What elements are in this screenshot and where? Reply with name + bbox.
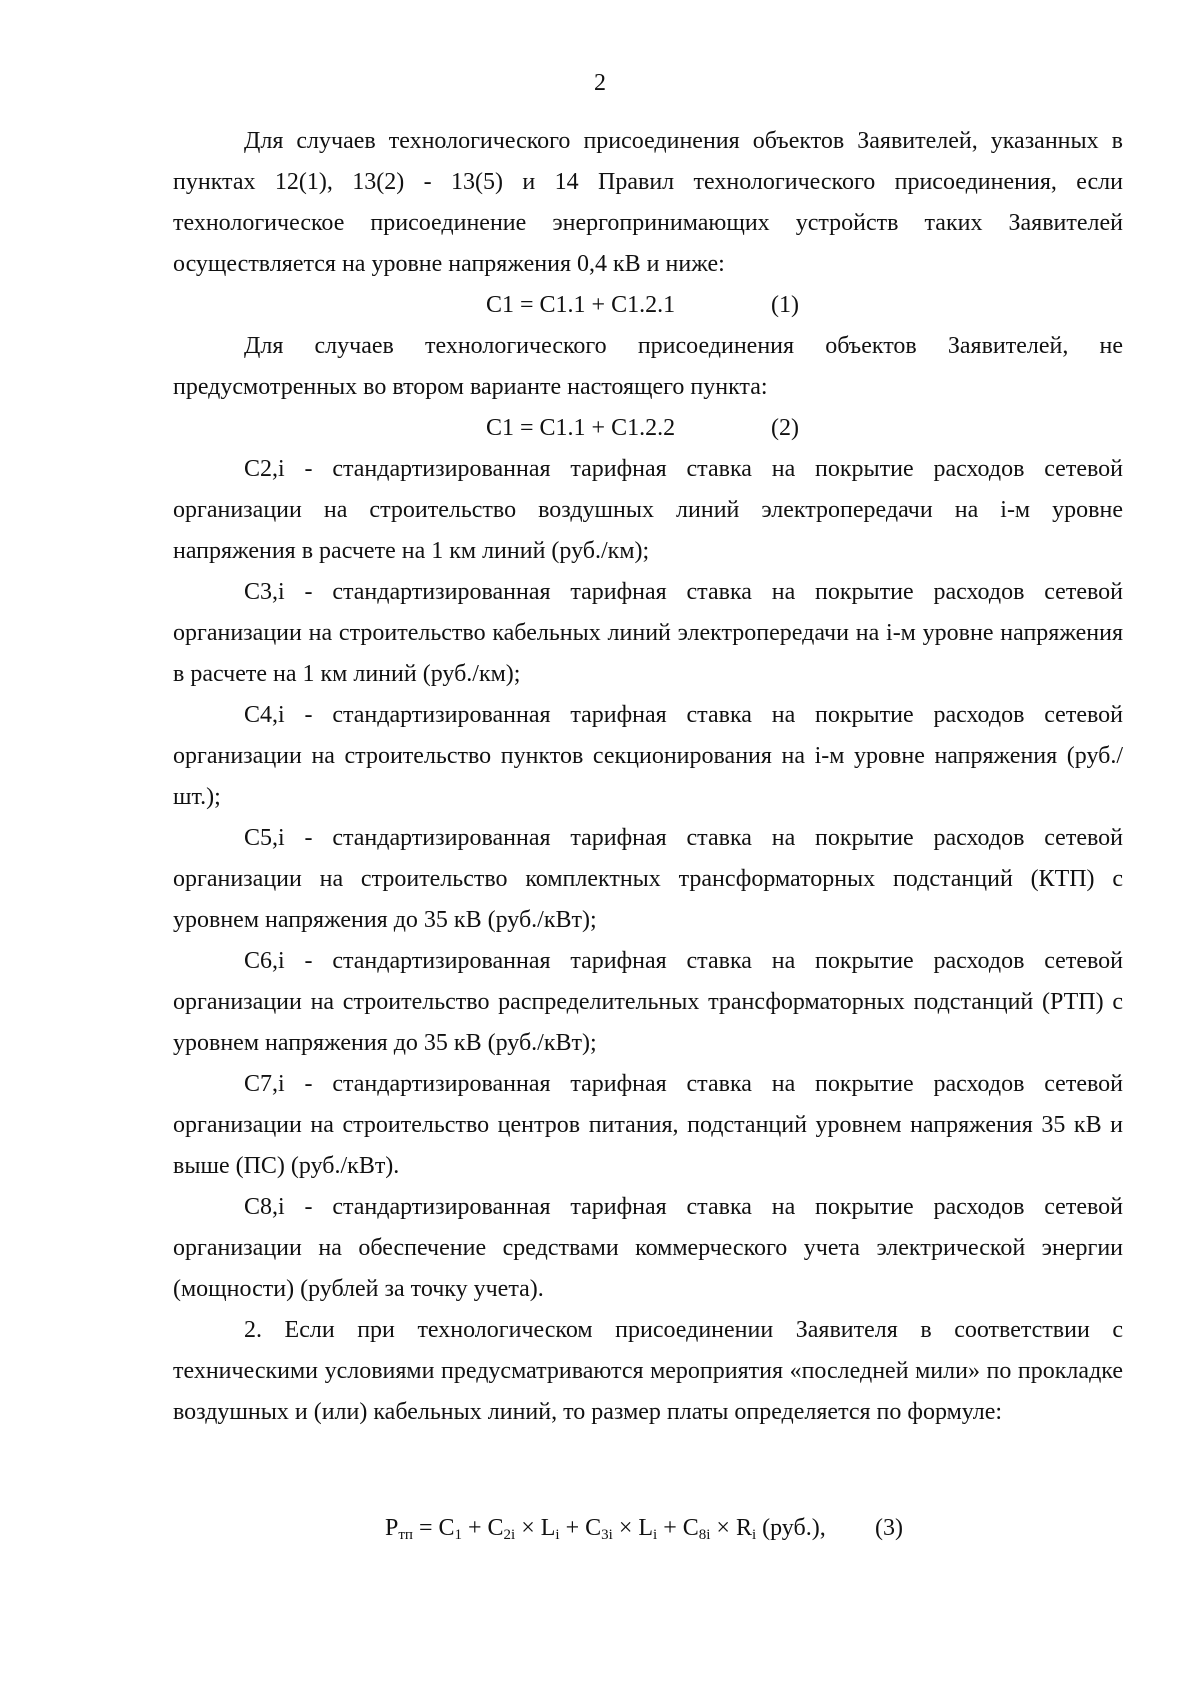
formula-2-expression: С1 = С1.1 + С1.2.2: [486, 415, 676, 441]
formula-2-number: (2): [771, 415, 799, 441]
formula-3-expression: $P_{тп} = C_1 + C_{2i} \times L_i + C_{3i} \times L_i + C_{8i} \times R_i$ (руб.),: [385, 1515, 826, 1543]
definition-c2: С2,i - стандартизированная тарифная ставка на покрытие расходов сетевой организации на строительство воздушных линий электропередачи на i-м уровне напряжения в расчете на 1 км линий (руб./км);: [173, 456, 1123, 564]
formula-1: [173, 285, 1123, 326]
document-body: [173, 121, 1123, 1433]
formula-1-expression: С1 = С1.1 + С1.2.1: [486, 292, 676, 318]
formula-2: [173, 408, 1123, 449]
definition-c5: С5,i - стандартизированная тарифная ставка на покрытие расходов сетевой организации на строительство комплектных трансформаторных подстанций (КТП) с уровнем напряжения до 35 кВ (руб./кВт);: [173, 825, 1123, 933]
definition-c3: С3,i - стандартизированная тарифная ставка на покрытие расходов сетевой организации на строительство кабельных линий электропередачи на i-м уровне напряжения в расчете на 1 км линий (руб./км);: [173, 579, 1123, 687]
definition-c8: С8,i - стандартизированная тарифная ставка на покрытие расходов сетевой организации на обеспечение средствами коммерческого учета электрической энергии (мощности) (рублей за точку учета).: [173, 1194, 1123, 1302]
paragraph-case-1: Для случаев технологического присоединения объектов Заявителей, указанных в пунктах 12(1), 13(2) - 13(5) и 14 Правил технологического присоединения, если технологическое присоединение энергопринимающих устройств таких Заявителей осуществляется на уровне напряжения 0,4 кВ и ниже:: [173, 128, 1123, 277]
definition-c4: С4,i - стандартизированная тарифная ставка на покрытие расходов сетевой организации на строительство пунктов секционирования на i-м уровне напряжения (руб./шт.);: [173, 702, 1123, 810]
definition-c7: С7,i - стандартизированная тарифная ставка на покрытие расходов сетевой организации на строительство центров питания, подстанций уровнем напряжения 35 кВ и выше (ПС) (руб./кВт).: [173, 1071, 1123, 1179]
definition-c6: С6,i - стандартизированная тарифная ставка на покрытие расходов сетевой организации на строительство распределительных трансформаторных подстанций (РТП) с уровнем напряжения до 35 кВ (руб./кВт);: [173, 948, 1123, 1056]
formula-1-number: (1): [771, 292, 799, 318]
formula-3-number: (3): [875, 1515, 903, 1541]
paragraph-case-2: Для случаев технологического присоединения объектов Заявителей, не предусмотренных во втором варианте настоящего пункта:: [173, 333, 1123, 400]
paragraph-last-mile: 2. Если при технологическом присоединении Заявителя в соответствии с техническими условиями предусматриваются мероприятия «последней мили» по прокладке воздушных и (или) кабельных линий, то размер платы определяется по формуле:: [173, 1317, 1123, 1425]
page-number: 2: [594, 70, 606, 96]
